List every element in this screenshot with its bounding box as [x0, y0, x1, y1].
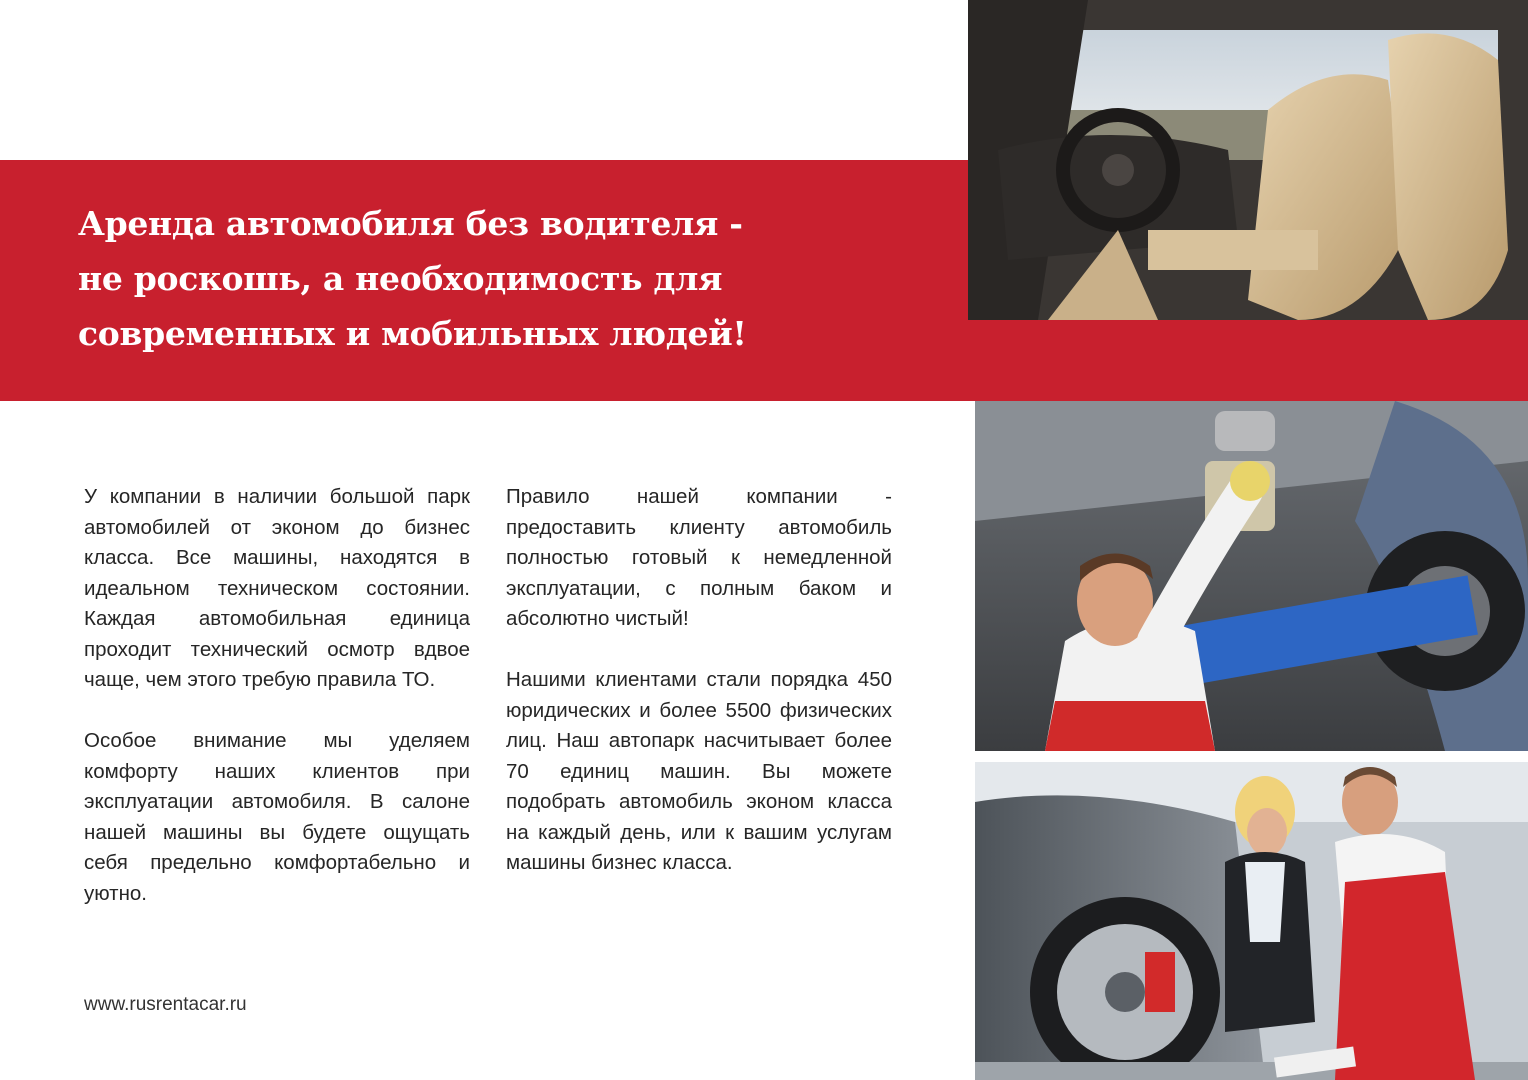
left-paragraph-1: У компании в наличии большой парк автомобилей от эконом до бизнес класса. Все машины, находятся в идеальном техническом состоянии. Каждая автомобильная единица проходит технический осмотр вдвое чаще, чем этого требую правила ТО. — [84, 485, 470, 691]
page-headline — [78, 196, 798, 361]
headline-line-2: не роскошь, а необходимость для — [78, 259, 723, 298]
text-column-left — [84, 482, 470, 940]
mechanic-under-car-photo — [975, 401, 1528, 751]
headline-line-3: современных и мобильных людей! — [78, 314, 747, 353]
website-link[interactable]: www.rusrentacar.ru — [84, 994, 247, 1015]
right-paragraph-1: Правило нашей компании - предоставить клиенту автомобиль полностью готовый к немедленной эксплуатации, с полным баком и абсолютно чистый! — [506, 485, 892, 630]
right-paragraph-2: Нашими клиентами стали порядка 450 юридических и более 5500 физических лиц. Наш автопарк насчитывает более 70 единиц машин. Вы можете подобрать автомобиль эконом класса на каждый день, или к вашим услугам машины бизнес класса. — [506, 668, 892, 874]
headline-line-1: Аренда автомобиля без водителя - — [78, 204, 743, 243]
text-column-right — [506, 482, 892, 909]
car-interior-photo — [968, 0, 1528, 320]
left-paragraph-2: Особое внимание мы уделяем комфорту наших клиентов при эксплуатации автомобиля. В салоне нашей машины вы будете ощущать себя предельно комфортабельно и уютно. — [84, 729, 470, 905]
mechanic-and-client-photo — [975, 762, 1528, 1080]
